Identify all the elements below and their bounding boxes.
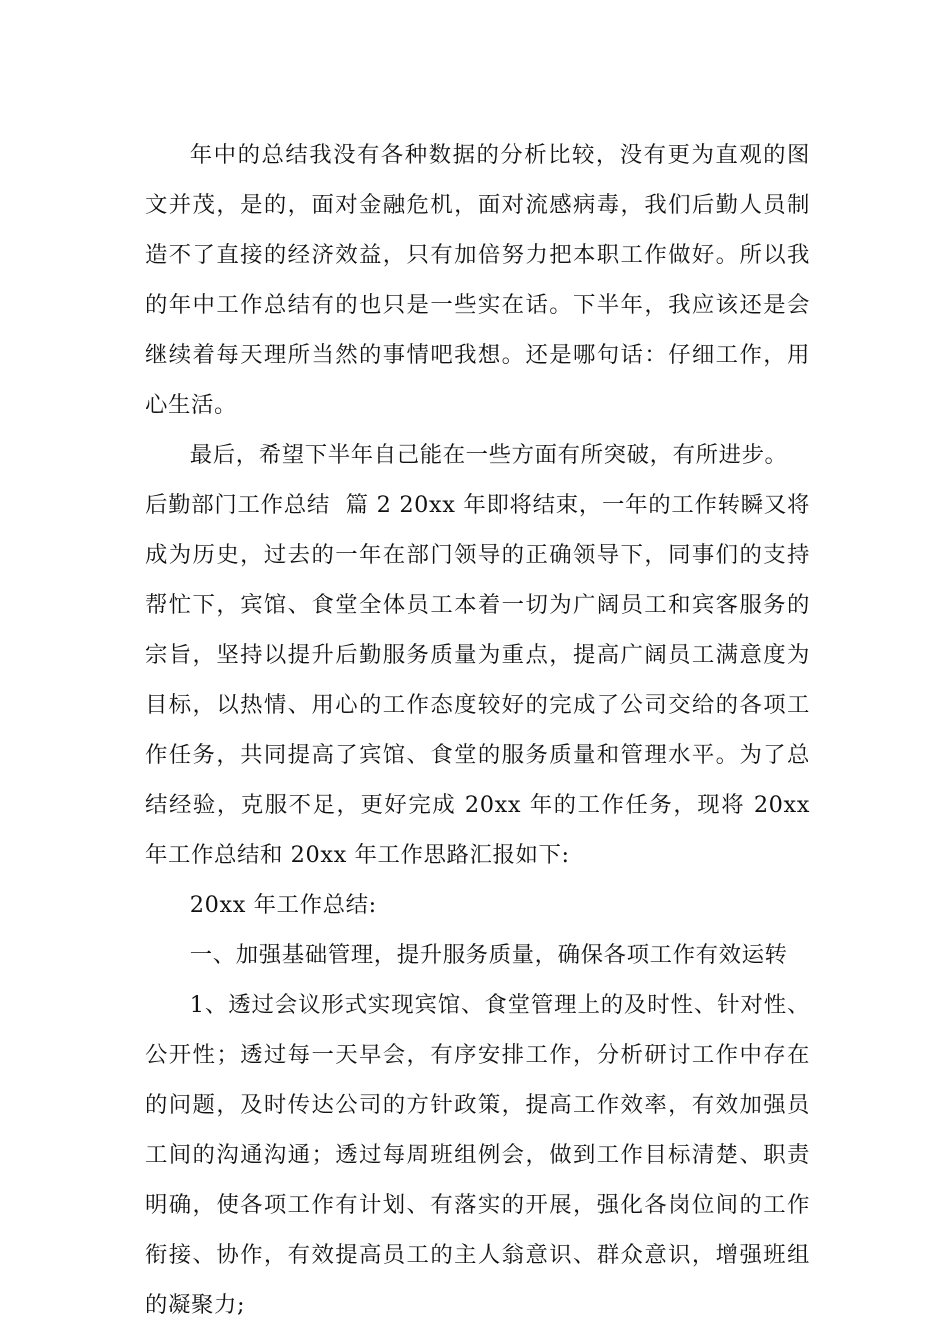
section-heading: 后勤部门工作总结 篇 2 <box>145 492 392 518</box>
paragraph-closing-hope: 最后，希望下半年自己能在一些方面有所突破，有所进步。 <box>189 442 788 468</box>
summary-title: 20xx 年工作总结: <box>189 892 377 918</box>
section-intro-text: 20xx 年即将结束，一年的工作转瞬又将成为历史，过去的一年在部门领导的正确领导下，同事们的支持帮忙下，宾馆、食堂全体员工本着一切为广阔员工和宾客服务的宗旨，坚持以提升后勤服务质量为重点，提高广阔员工满意度为目标，以热情、用心的工作态度较好的完成了公司交给的各项工作任务，共同提高了宾馆、食堂的服务质量和管理水平。为了总结经验，克服不足，更好完成 20xx 年的工作任务，现将 20xx 年工作总结和 20xx 年工作思路汇报如下: <box>145 492 810 868</box>
paragraph-mid-year-summary: 年中的总结我没有各种数据的分析比较，没有更为直观的图文并茂，是的，面对金融危机，面对流感病毒，我们后勤人员制造不了直接的经济效益，只有加倍努力把本职工作做好。所以我的年中工作总结有的也只是一些实在话。下半年，我应该还是会继续着每天理所当然的事情吧我想。还是哪句话：仔细工作，用心生活。 <box>145 142 810 418</box>
section-2-intro-paragraph <box>145 480 810 880</box>
point-1-paragraph: 1、透过会议形式实现宾馆、食堂管理上的及时性、针对性、公开性；透过每一天早会，有序安排工作，分析研讨工作中存在的问题，及时传达公司的方针政策，提高工作效率，有效加强员工间的沟通沟通；透过每周班组例会，做到工作目标清楚、职责明确，使各项工作有计划、有落实的开展，强化各岗位间的工作衔接、协作，有效提高员工的主人翁意识、群众意识，增强班组的凝聚力; <box>145 992 810 1318</box>
document-page <box>145 130 810 1330</box>
point-heading: 一、加强基础管理，提升服务质量，确保各项工作有效运转 <box>189 942 788 968</box>
